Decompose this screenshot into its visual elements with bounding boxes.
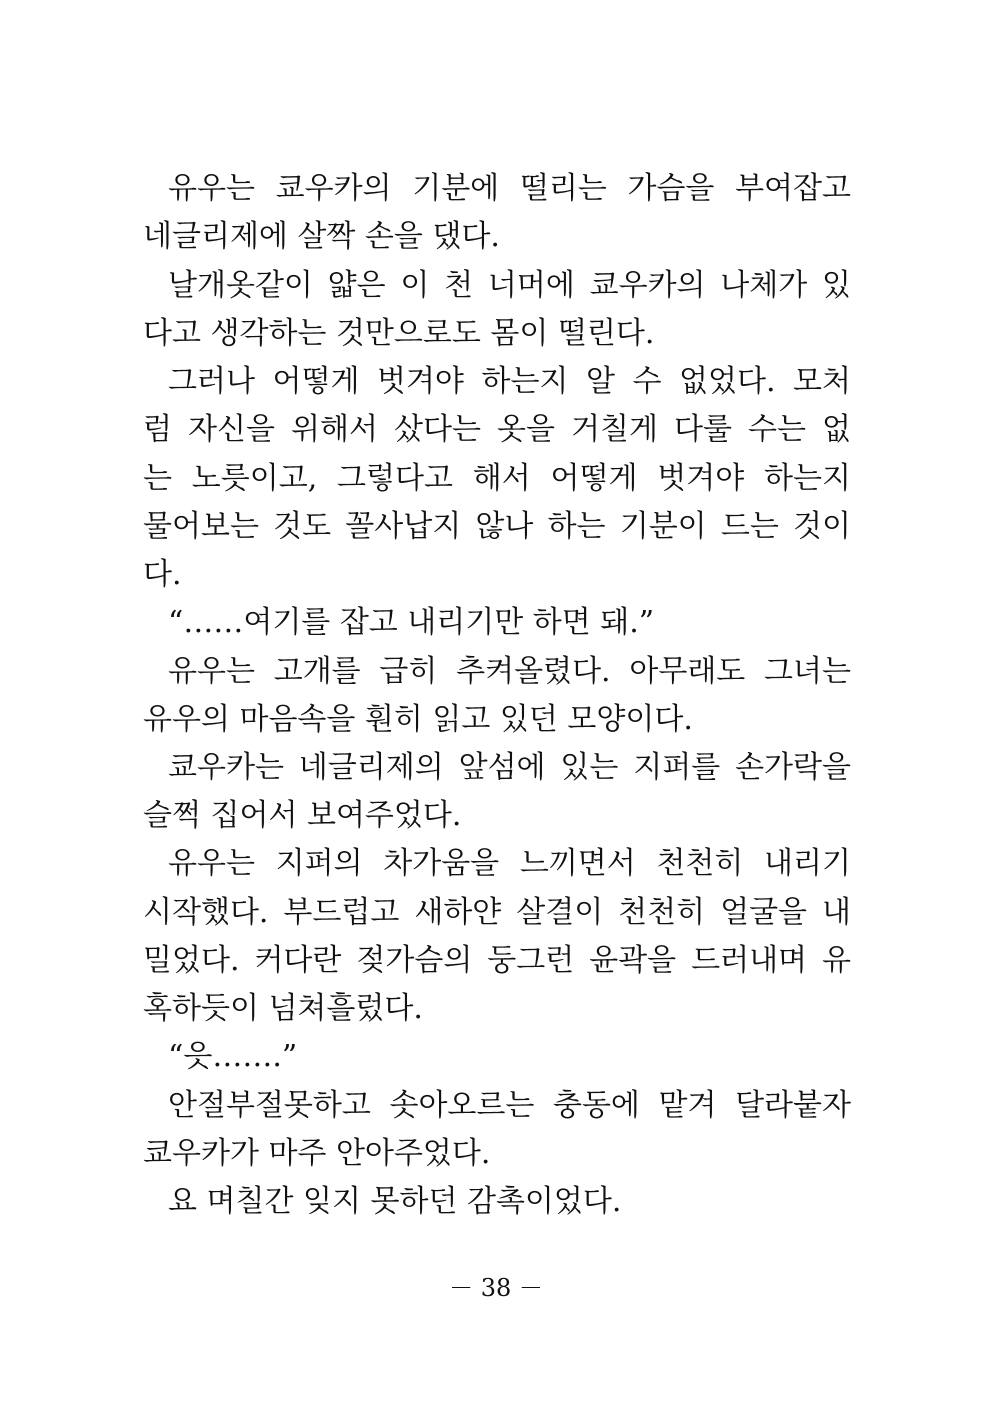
text-line: 안절부절못하고 솟아오르는 충동에 맡겨 달라붙자 [168, 1088, 851, 1123]
text-line: 날개옷같이 얇은 이 천 너머에 쿄우카의 나체가 있 [168, 268, 851, 303]
text-line: 유우는 지퍼의 차가움을 느끼면서 천천히 내리기 [168, 846, 851, 881]
text-line: 쿄우카는 네글리제의 앞섬에 있는 지퍼를 손가락을 [168, 750, 851, 785]
page-number: － 38 － [449, 1274, 543, 1302]
text-line: 시작했다. 부드럽고 새하얀 살결이 천천히 얼굴을 내 [143, 895, 851, 930]
text-line: 혹하듯이 넘쳐흘렀다. [143, 991, 423, 1026]
text-line: 네글리제에 살짝 손을 댔다. [143, 219, 500, 254]
text-line: 물어보는 것도 꼴사납지 않나 하는 기분이 드는 것이 [143, 509, 851, 544]
text-line: 는 노릇이고, 그렇다고 해서 어떻게 벗겨야 하는지 [143, 461, 851, 496]
text-line: 다. [143, 557, 182, 592]
text-line: 다고 생각하는 것만으로도 몸이 떨린다. [143, 316, 655, 351]
text-line: 유우의 마음속을 훤히 읽고 있던 모양이다. [143, 702, 693, 737]
text-line: 유우는 고개를 급히 추켜올렸다. 아무래도 그녀는 [168, 654, 851, 689]
text-line: 요 며칠간 잊지 못하던 감촉이었다. [168, 1184, 622, 1219]
text-line: 쿄우카가 마주 안아주었다. [143, 1136, 491, 1171]
text-line: 그러나 어떻게 벗겨야 하는지 알 수 없었다. 모처 [168, 364, 851, 399]
text-line: 유우는 쿄우카의 기분에 떨리는 가슴을 부여잡고 [168, 171, 851, 206]
text-line: 럼 자신을 위해서 샀다는 옷을 거칠게 다룰 수는 없 [143, 412, 851, 447]
text-line: “……여기를 잡고 내리기만 하면 돼.” [168, 605, 655, 640]
text-line: “읏…….” [168, 1039, 298, 1074]
text-line: 밀었다. 커다란 젖가슴의 둥그런 윤곽을 드러내며 유 [143, 943, 851, 978]
text-line: 슬쩍 집어서 보여주었다. [143, 798, 462, 833]
